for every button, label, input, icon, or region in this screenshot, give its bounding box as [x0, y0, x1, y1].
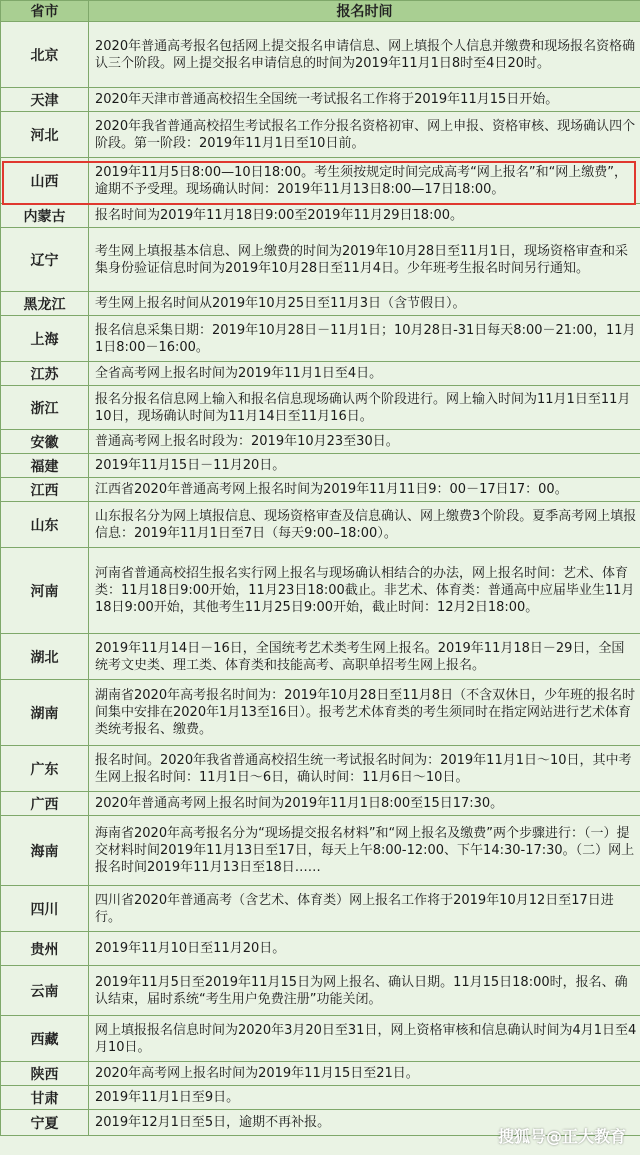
table-row	[1, 386, 640, 430]
header-province: 省市	[1, 1, 89, 22]
time-cell: 全省高考网上报名时间为2019年11月1日至4日。	[89, 362, 640, 386]
province-cell: 上海	[1, 316, 89, 362]
table-row	[1, 548, 640, 634]
time-cell: 报名时间。2020年我省普通高校招生统一考试报名时间为：2019年11月1日～10日，其中考生网上报名时间：11月1日～6日，确认时间：11月6日～10日。	[89, 746, 640, 792]
time-cell: 考生网上报名时间从2019年10月25日至11月3日（含节假日）。	[89, 292, 640, 316]
time-cell: 江西省2020年普通高考网上报名时间为2019年11月11日9：00－17日17：00。	[89, 478, 640, 502]
time-cell: 2019年11月14日－16日，全国统考艺术类考生网上报名。2019年11月18日－29日，全国统考文史类、理工类、体育类和技能高考、高职单招考生网上报名。	[89, 634, 640, 680]
table-row	[1, 362, 640, 386]
province-cell: 福建	[1, 454, 89, 478]
table-row	[1, 746, 640, 792]
table-row	[1, 316, 640, 362]
province-cell: 山东	[1, 502, 89, 548]
table-row	[1, 430, 640, 454]
table-row	[1, 112, 640, 158]
time-cell: 2020年天津市普通高校招生全国统一考试报名工作将于2019年11月15日开始。	[89, 88, 640, 112]
province-cell: 河南	[1, 548, 89, 634]
time-cell: 2019年11月10日至11月20日。	[89, 932, 640, 966]
header-time: 报名时间	[89, 1, 640, 22]
table-row	[1, 228, 640, 292]
table-row	[1, 1086, 640, 1110]
time-cell: 2019年11月1日至9日。	[89, 1086, 640, 1110]
time-cell: 2020年高考网上报名时间为2019年11月15日至21日。	[89, 1062, 640, 1086]
table-header-row	[1, 1, 640, 22]
province-cell: 江西	[1, 478, 89, 502]
province-cell: 河北	[1, 112, 89, 158]
province-cell: 甘肃	[1, 1086, 89, 1110]
time-cell: 湖南省2020年高考报名时间为：2019年10月28日至11月8日（不含双休日，少年班的报名时间集中安排在2020年1月13至16日）。报考艺术体育类的考生须同时在指定网站进行艺术体育类统考报名、缴费。	[89, 680, 640, 746]
province-cell: 江苏	[1, 362, 89, 386]
time-cell: 2019年11月5日至2019年11月15日为网上报名、确认日期。11月15日18:00时，报名、确认结束，届时系统“考生用户免费注册”功能关闭。	[89, 966, 640, 1016]
time-cell: 海南省2020年高考报名分为“现场提交报名材料”和“网上报名及缴费”两个步骤进行：（一）提交材料时间2019年11月13日至17日，每天上午8:00-12:00、下午14:30-17:30。（二）网上报名时间2019年11月13日至18日……	[89, 816, 640, 886]
time-cell: 2020年普通高考网上报名时间为2019年11月1日8:00至15日17:30。	[89, 792, 640, 816]
province-cell: 湖南	[1, 680, 89, 746]
table-row	[1, 292, 640, 316]
province-cell: 西藏	[1, 1016, 89, 1062]
table-row	[1, 966, 640, 1016]
province-cell: 云南	[1, 966, 89, 1016]
time-cell: 普通高考网上报名时段为：2019年10月23至30日。	[89, 430, 640, 454]
time-cell: 报名分报名信息网上输入和报名信息现场确认两个阶段进行。网上输入时间为11月1日至11月10日，现场确认时间为11月14日至11月16日。	[89, 386, 640, 430]
table-row	[1, 22, 640, 88]
province-cell: 海南	[1, 816, 89, 886]
time-cell: 报名信息采集日期：2019年10月28日－11月1日；10月28日-31日每天8:00－21:00，11月1日8:00－16:00。	[89, 316, 640, 362]
province-cell: 山西	[1, 158, 89, 204]
time-cell: 四川省2020年普通高考（含艺术、体育类）网上报名工作将于2019年10月12日至17日进行。	[89, 886, 640, 932]
table-row	[1, 886, 640, 932]
table-row	[1, 88, 640, 112]
time-cell: 2019年12月1日至5日，逾期不再补报。	[89, 1110, 640, 1136]
table-row	[1, 932, 640, 966]
table-row	[1, 792, 640, 816]
province-cell: 贵州	[1, 932, 89, 966]
watermark: 搜狐号@正大教育	[498, 1127, 627, 1146]
table-row	[1, 454, 640, 478]
table-row	[1, 1062, 640, 1086]
table-row	[1, 816, 640, 886]
time-cell: 2019年11月15日－11月20日。	[89, 454, 640, 478]
province-cell: 宁夏	[1, 1110, 89, 1136]
province-cell: 天津	[1, 88, 89, 112]
table-row-highlighted	[1, 158, 640, 204]
province-cell: 广西	[1, 792, 89, 816]
time-cell: 2020年我省普通高校招生考试报名工作分报名资格初审、网上申报、资格审核、现场确认四个阶段。第一阶段：2019年11月1日至10日前。	[89, 112, 640, 158]
province-cell: 四川	[1, 886, 89, 932]
province-cell: 内蒙古	[1, 204, 89, 228]
table-row	[1, 634, 640, 680]
table-row	[1, 680, 640, 746]
time-cell: 2019年11月5日8:00—10日18:00。考生须按规定时间完成高考“网上报名”和“网上缴费”，逾期不予受理。现场确认时间：2019年11月13日8:00—17日18:00。	[89, 158, 640, 204]
province-cell: 陕西	[1, 1062, 89, 1086]
time-cell: 2020年普通高考报名包括网上提交报名申请信息、网上填报个人信息并缴费和现场报名资格确认三个阶段。网上提交报名申请信息的时间为2019年11月1日8时至4日20时。	[89, 22, 640, 88]
table-row	[1, 502, 640, 548]
table-row	[1, 204, 640, 228]
province-cell: 广东	[1, 746, 89, 792]
province-cell: 湖北	[1, 634, 89, 680]
province-cell: 北京	[1, 22, 89, 88]
time-cell: 山东报名分为网上填报信息、现场资格审查及信息确认、网上缴费3个阶段。夏季高考网上填报信息：2019年11月1日至7日（每天9:00–18:00）。	[89, 502, 640, 548]
time-cell: 考生网上填报基本信息、网上缴费的时间为2019年10月28日至11月1日，现场资格审查和采集身份验证信息时间为2019年10月28日至11月4日。少年班考生报名时间另行通知。	[89, 228, 640, 292]
time-cell: 河南省普通高校招生报名实行网上报名与现场确认相结合的办法，网上报名时间：艺术、体育类：11月18日9:00开始，11月23日18:00截止。非艺术、体育类：普通高中应届毕业生11月18日9:00开始，其他考生11月25日9:00开始，截止时间：12月2日18:00。	[89, 548, 640, 634]
province-cell: 浙江	[1, 386, 89, 430]
table-row	[1, 1016, 640, 1062]
table-row	[1, 478, 640, 502]
time-cell: 网上填报报名信息时间为2020年3月20日至31日，网上资格审核和信息确认时间为4月1日至4月10日。	[89, 1016, 640, 1062]
province-cell: 安徽	[1, 430, 89, 454]
time-cell: 报名时间为2019年11月18日9:00至2019年11月29日18:00。	[89, 204, 640, 228]
province-cell: 辽宁	[1, 228, 89, 292]
province-cell: 黑龙江	[1, 292, 89, 316]
